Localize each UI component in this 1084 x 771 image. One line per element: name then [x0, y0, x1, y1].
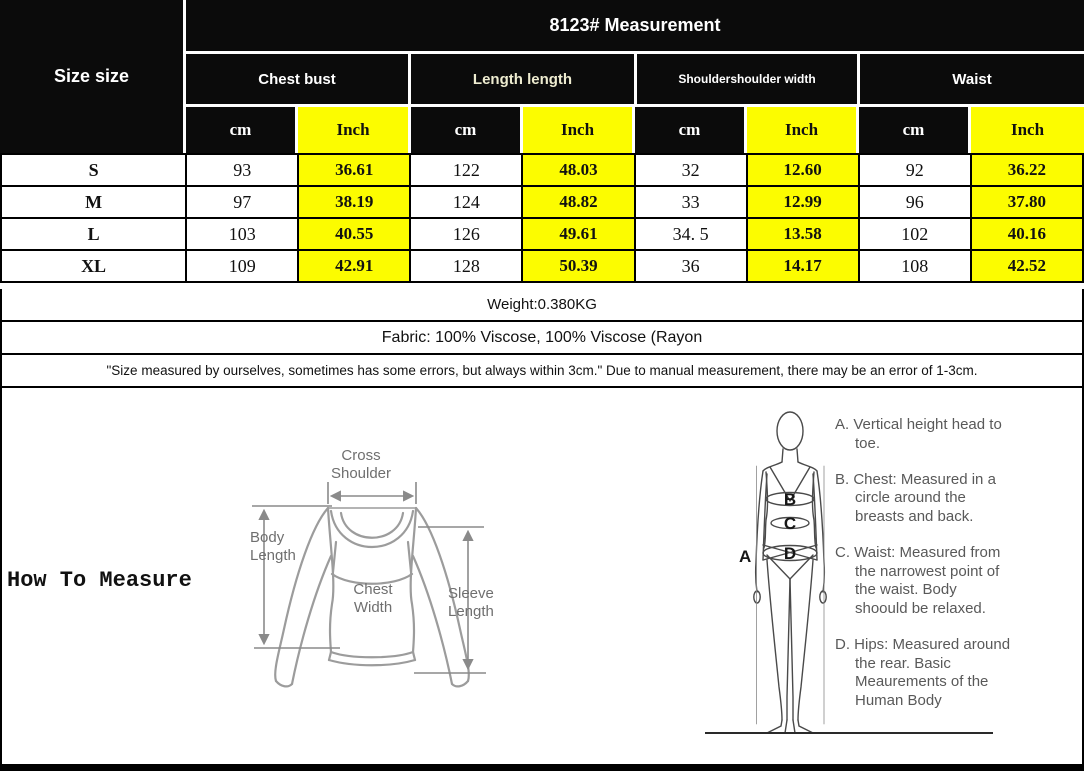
cell-value: 38.19: [298, 186, 410, 218]
cell-value: 96: [859, 186, 971, 218]
group-header-waist: Waist: [860, 54, 1084, 104]
cell-size: S: [1, 154, 186, 186]
size-data-table: [0, 153, 1084, 283]
cell-value: 122: [410, 154, 522, 186]
figure-label-b: B: [783, 490, 797, 509]
cross-shoulder-label: Cross: [341, 447, 381, 464]
cell-value: 103: [186, 218, 298, 250]
cell-value: 128: [410, 250, 522, 282]
unit-header-cm: cm: [859, 107, 968, 153]
cell-value: 36: [635, 250, 747, 282]
unit-header-inch: Inch: [523, 107, 632, 153]
measure-guides: [252, 482, 486, 673]
cell-value: 32: [635, 154, 747, 186]
cell-value: 42.52: [971, 250, 1083, 282]
cell-value: 108: [859, 250, 971, 282]
cell-value: 34. 5: [635, 218, 747, 250]
cell-value: 102: [859, 218, 971, 250]
cell-value: 126: [410, 218, 522, 250]
unit-header-inch: Inch: [298, 107, 408, 153]
annotation-d: D. Hips: Measured around the rear. Basic Meaurements of the Human Body: [835, 635, 1011, 709]
unit-header-inch: Inch: [747, 107, 856, 153]
cross-shoulder-label: Shoulder: [330, 465, 392, 482]
cell-value: 50.39: [522, 250, 634, 282]
cell-value: 124: [410, 186, 522, 218]
table-row-m: [1, 186, 1083, 218]
cell-size: L: [1, 218, 186, 250]
garment-diagram: [228, 434, 520, 734]
cell-size: XL: [1, 250, 186, 282]
annotation-c: C. Waist: Measured from the narrowest point of the waist. Body shoould be relaxed.: [835, 543, 1001, 617]
body-figure-diagram: [737, 402, 847, 752]
size-column-header: Size size: [0, 0, 183, 153]
unit-header-cm: cm: [635, 107, 744, 153]
cell-value: 48.82: [522, 186, 634, 218]
weight-row: Weight:0.380KG: [0, 289, 1084, 322]
group-header-chest: Chest bust: [186, 54, 408, 104]
chart-title: 8123# Measurement: [186, 0, 1084, 51]
annotation-underline: [705, 732, 993, 734]
cell-value: 33: [635, 186, 747, 218]
figure-outline: [754, 412, 826, 733]
cell-value: 40.55: [298, 218, 410, 250]
cell-value: 12.60: [747, 154, 859, 186]
body-length-label: Body: [250, 529, 285, 546]
cell-value: 13.58: [747, 218, 859, 250]
annotation-b: B. Chest: Measured in a circle around the breasts and back.: [835, 470, 996, 525]
cell-value: 37.80: [971, 186, 1083, 218]
how-to-measure-section: [0, 388, 1084, 771]
table-row-l: [1, 218, 1083, 250]
cell-value: 49.61: [522, 218, 634, 250]
unit-header-cm: cm: [186, 107, 295, 153]
cell-value: 109: [186, 250, 298, 282]
cell-size: M: [1, 186, 186, 218]
how-to-measure-heading: How To Measure: [7, 568, 192, 593]
table-row-xl: [1, 250, 1083, 282]
table-row-s: [1, 154, 1083, 186]
fabric-row: Fabric: 100% Viscose, 100% Viscose (Rayon: [0, 322, 1084, 355]
figure-label-c: C: [783, 514, 797, 533]
sleeve-length-label: Length: [448, 603, 494, 620]
group-header-length: Length length: [411, 54, 634, 104]
cell-value: 12.99: [747, 186, 859, 218]
sleeve-length-label: Sleeve: [448, 585, 494, 602]
cell-value: 48.03: [522, 154, 634, 186]
figure-label-a: A: [739, 547, 752, 566]
chest-width-label: Width: [353, 599, 393, 616]
annotation-a: A. Vertical height head to toe.: [835, 416, 1002, 452]
cell-value: 42.91: [298, 250, 410, 282]
measure-annotations: [835, 416, 1013, 728]
cell-value: 97: [186, 186, 298, 218]
chest-width-label: Chest: [353, 581, 393, 598]
body-length-label: Length: [250, 547, 296, 564]
cell-value: 14.17: [747, 250, 859, 282]
unit-header-inch: Inch: [971, 107, 1084, 153]
measurement-note-row: "Size measured by ourselves, sometimes has some errors, but always within 3cm." Due to manual measurement, there may be an error of 1-3cm.: [0, 355, 1084, 388]
cell-value: 36.22: [971, 154, 1083, 186]
group-header-shoulder: Shouldershoulder width: [637, 54, 857, 104]
cell-value: 92: [859, 154, 971, 186]
cell-value: 36.61: [298, 154, 410, 186]
cell-value: 40.16: [971, 218, 1083, 250]
unit-header-cm: cm: [411, 107, 520, 153]
figure-label-d: D: [783, 544, 797, 563]
cell-value: 93: [186, 154, 298, 186]
